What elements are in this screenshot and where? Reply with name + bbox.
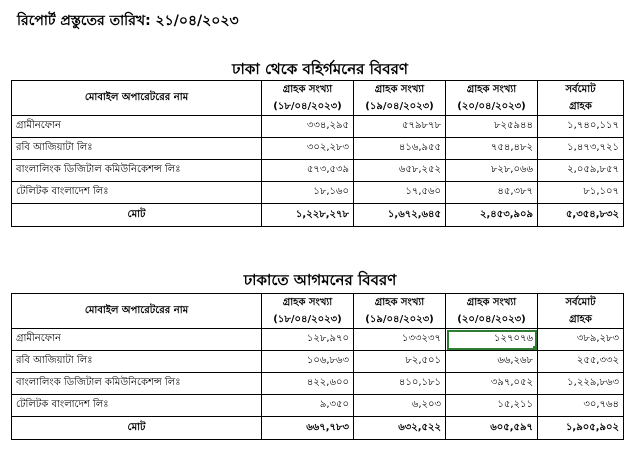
header-line: গ্রাহক (569, 314, 592, 325)
value-cell[interactable]: ৭৫৪,৪৮২ (446, 138, 538, 160)
header-date: (১৮/০৪/২০২৩) (273, 101, 342, 112)
header-date: (১৯/০৪/২০২৩) (365, 314, 434, 325)
header-line: গ্রাহক সংখ্যা (466, 297, 517, 308)
operator-column-header[interactable]: মোবাইল অপারেটরের নাম (12, 81, 262, 116)
operator-column-header[interactable]: মোবাইল অপারেটরের নাম (12, 294, 262, 329)
header-line: গ্রাহক সংখ্যা (282, 297, 333, 308)
value-cell[interactable]: ১৭,৫৬০ (354, 182, 446, 204)
table-row (12, 373, 624, 395)
total-value-cell[interactable]: ৬০৫,৫৯৭ (446, 417, 538, 440)
value-cell[interactable]: ৪১০,১৮১ (354, 373, 446, 395)
header-line: সর্বমোট (565, 297, 596, 308)
operator-cell[interactable]: বাংলালিংক ডিজিটাল কমিউনিকেশন্স লিঃ (12, 373, 262, 395)
value-cell[interactable]: ১৮,১৬০ (262, 182, 354, 204)
total-label-cell[interactable]: মোট (12, 417, 262, 440)
header-date: (১৮/০৪/২০২৩) (273, 314, 342, 325)
table-total-row (12, 204, 624, 227)
operator-cell[interactable]: গ্রামীনফোন (12, 116, 262, 138)
value-cell[interactable]: ৫৭৩,৫৩৯ (262, 160, 354, 182)
total-label-cell[interactable]: মোট (12, 204, 262, 227)
table-header-row (12, 81, 624, 116)
value-cell[interactable]: ৩০২,২৮৩ (262, 138, 354, 160)
header-date: (২০/০৪/২০২৩) (457, 101, 526, 112)
value-cell[interactable]: ৬৫৮,২৫২ (354, 160, 446, 182)
table-row (12, 351, 624, 373)
value-cell[interactable]: ১৫,২১১ (446, 395, 538, 417)
table-row (12, 395, 624, 417)
table-row (12, 182, 624, 204)
value-cell[interactable]: ৩৩৪,২৯৫ (262, 116, 354, 138)
table-row (12, 329, 624, 351)
table-row (12, 138, 624, 160)
total-cell[interactable]: ১,২২৯,৮৬৩ (538, 373, 624, 395)
value-cell[interactable]: ৮২৮,০৬৬ (446, 160, 538, 182)
arrivals-title: ঢাকাতে আগমনের বিবরণ (243, 271, 397, 289)
header-line: গ্রাহক সংখ্যা (466, 84, 517, 95)
date-column-header[interactable] (354, 294, 446, 329)
header-line: সর্বমোট (565, 84, 596, 95)
date-column-header[interactable] (446, 81, 538, 116)
date-column-header[interactable] (262, 294, 354, 329)
total-cell[interactable]: ২৫৫,৩৩২ (538, 351, 624, 373)
table-header-row (12, 294, 624, 329)
value-cell[interactable]: ৩৯৭,০৫২ (446, 373, 538, 395)
header-line: গ্রাহক সংখ্যা (374, 84, 425, 95)
total-value-cell[interactable]: ৬৬৭,৭৮৩ (262, 417, 354, 440)
total-cell[interactable]: ৩৮৯,২৮৩ (538, 329, 624, 351)
table-total-row (12, 417, 624, 440)
grand-total-cell[interactable]: ৫,৩৫৪,৮৩২ (538, 204, 624, 227)
table-row (12, 160, 624, 182)
header-line: গ্রাহক সংখ্যা (282, 84, 333, 95)
total-column-header[interactable] (538, 294, 624, 329)
value-cell[interactable]: ১০৬,৮৬৩ (262, 351, 354, 373)
value-cell[interactable]: ৪১৬,৯৫৫ (354, 138, 446, 160)
header-line: গ্রাহক (569, 101, 592, 112)
selected-value-cell[interactable]: ১২৭০৭৬ (446, 329, 538, 351)
total-cell[interactable]: ১,৪৭৩,৭২১ (538, 138, 624, 160)
total-cell[interactable]: ৩০,৭৬৪ (538, 395, 624, 417)
value-cell[interactable]: ৮২,৫০১ (354, 351, 446, 373)
departures-title: ঢাকা থেকে বহির্গমনের বিবরণ (232, 60, 408, 78)
date-column-header[interactable] (446, 294, 538, 329)
date-column-header[interactable] (262, 81, 354, 116)
value-cell[interactable]: ৫৭৯৮৭৮ (354, 116, 446, 138)
total-column-header[interactable] (538, 81, 624, 116)
value-cell[interactable]: ১৩৩২৩৭ (354, 329, 446, 351)
value-cell[interactable]: ১২৮,৯৭০ (262, 329, 354, 351)
value-cell[interactable]: ৯,৩৫০ (262, 395, 354, 417)
total-cell[interactable]: ২,০৫৯,৮৫৭ (538, 160, 624, 182)
operator-cell[interactable]: টেলিটক বাংলাদেশ লিঃ (12, 395, 262, 417)
grand-total-cell[interactable]: ১,৯০৫,৯০২ (538, 417, 624, 440)
value-cell[interactable]: ৬৬,২৬৮ (446, 351, 538, 373)
date-column-header[interactable] (354, 81, 446, 116)
total-value-cell[interactable]: ৬৩২,৫২২ (354, 417, 446, 440)
total-cell[interactable]: ৮১,১০৭ (538, 182, 624, 204)
value-cell[interactable]: ৮২৫৯৪৪ (446, 116, 538, 138)
total-value-cell[interactable]: ২,৪৫৩,৯০৯ (446, 204, 538, 227)
operator-cell[interactable]: টেলিটক বাংলাদেশ লিঃ (12, 182, 262, 204)
operator-cell[interactable]: বাংলালিংক ডিজিটাল কমিউনিকেশন্স লিঃ (12, 160, 262, 182)
header-date: (১৯/০৪/২০২৩) (365, 101, 434, 112)
value-cell[interactable]: ৬,২০৩ (354, 395, 446, 417)
report-date: রিপোর্ট প্রস্তুতের তারিখ: ২১/০৪/২০২৩ (17, 13, 239, 29)
departures-table (11, 80, 624, 227)
operator-cell[interactable]: গ্রামীনফোন (12, 329, 262, 351)
header-date: (২০/০৪/২০২৩) (457, 314, 526, 325)
header-line: গ্রাহক সংখ্যা (374, 297, 425, 308)
value-cell[interactable]: ৪২২,৬০০ (262, 373, 354, 395)
total-cell[interactable]: ১,৭৪০,১১৭ (538, 116, 624, 138)
table-row (12, 116, 624, 138)
value-cell[interactable]: ৪৫,৩৮৭ (446, 182, 538, 204)
total-value-cell[interactable]: ১,৬৭২,৬৪৫ (354, 204, 446, 227)
operator-cell[interactable]: রবি আজিয়াটা লিঃ (12, 138, 262, 160)
operator-cell[interactable]: রবি আজিয়াটা লিঃ (12, 351, 262, 373)
arrivals-table (11, 293, 624, 440)
total-value-cell[interactable]: ১,২২৮,২৭৮ (262, 204, 354, 227)
